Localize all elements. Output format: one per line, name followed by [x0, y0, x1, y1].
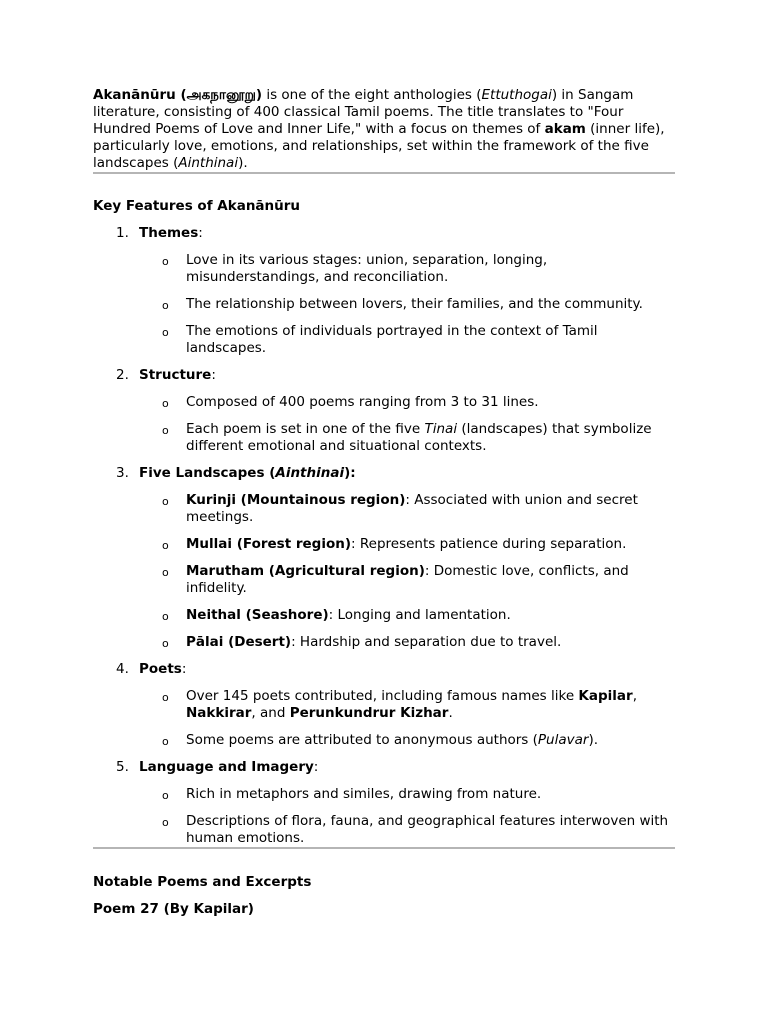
feature-colon: : [211, 367, 216, 383]
list-item-text: The relationship between lovers, their families, and the community. [186, 296, 643, 312]
feature-label-italic: Ainthinai [275, 465, 345, 481]
list-item-text: , [632, 688, 637, 704]
feature-item-themes [93, 225, 675, 357]
feature-number: 1. [116, 225, 129, 241]
bullet-icon: o [162, 610, 169, 623]
feature-sublist [139, 394, 675, 455]
landscape-name: Mullai (Forest region) [186, 536, 352, 552]
intro-paragraph [93, 87, 675, 172]
bullet-icon: o [162, 789, 169, 802]
landscape-name: Marutham (Agricultural region) [186, 563, 425, 579]
list-item [139, 421, 675, 455]
feature-label [139, 465, 356, 481]
list-item [139, 296, 675, 313]
bullet-icon: o [162, 299, 169, 312]
poet-name: Kapilar [578, 688, 633, 704]
feature-number: 2. [116, 367, 129, 383]
feature-colon: : [313, 759, 319, 775]
bullet-icon: o [162, 397, 169, 410]
feature-heading [139, 225, 675, 242]
list-item [139, 786, 675, 803]
list-item-text: Composed of 400 poems ranging from 3 to 31 lines. [186, 394, 539, 410]
feature-sublist [139, 252, 675, 357]
horizontal-rule [93, 847, 675, 849]
bullet-icon: o [162, 566, 169, 579]
list-item-text: (landscapes) that symbolize different emotional and situational contexts. [186, 421, 652, 454]
feature-item-poets [93, 661, 675, 749]
feature-sublist [139, 688, 675, 749]
list-item-text: : Associated with union and secret meetings. [186, 492, 638, 525]
pulavar-term: Pulavar [537, 732, 589, 748]
poem-heading: Poem 27 (By Kapilar) [93, 901, 254, 917]
list-item [139, 732, 675, 749]
bullet-icon: o [162, 255, 169, 268]
feature-colon: : [198, 225, 203, 241]
list-item-text: : Domestic love, conflicts, and infidelity. [186, 563, 629, 596]
list-item-text: Love in its various stages: union, separation, longing, misunderstandings, and reconciliation. [186, 252, 548, 285]
feature-heading [139, 661, 675, 678]
intro-title: Akanānūru (அகநானூறு) [93, 87, 263, 103]
list-item [139, 607, 675, 624]
list-item-text: : Hardship and separation due to travel. [291, 634, 562, 650]
key-features-heading: Key Features of Akanānūru [93, 198, 301, 214]
list-item [139, 813, 675, 847]
document-content [93, 87, 675, 918]
bullet-icon: o [162, 735, 169, 748]
list-item-text: Over 145 poets contributed, including famous names like [186, 688, 579, 704]
feature-heading [139, 759, 675, 776]
feature-label-b: ): [344, 465, 356, 481]
bullet-icon: o [162, 816, 169, 829]
list-item-text: Some poems are attributed to anonymous authors ( [186, 732, 538, 748]
poet-name: Nakkirar [186, 705, 252, 721]
list-item [139, 252, 675, 286]
feature-colon: : [181, 661, 187, 677]
list-item-text: Rich in metaphors and similes, drawing from nature. [186, 786, 542, 802]
list-item-text: Each poem is set in one of the five [186, 421, 425, 437]
bullet-icon: o [162, 539, 169, 552]
horizontal-rule [93, 172, 675, 174]
feature-label: Structure [139, 367, 212, 383]
bullet-icon: o [162, 691, 169, 704]
feature-label: Themes [139, 225, 199, 241]
bullet-icon: o [162, 424, 169, 437]
list-item [139, 536, 675, 553]
feature-item-landscapes [93, 465, 675, 651]
intro-text-3: (inner life), particularly love, emotions, and relationships, set within the framework of the five landscapes ( [93, 121, 665, 171]
feature-number: 5. [116, 759, 129, 775]
landscape-name: Kurinji (Mountainous region) [186, 492, 406, 508]
list-item-text: , and [251, 705, 290, 721]
intro-ettuthogai: Ettuthogai [481, 87, 552, 103]
list-item-text: : Longing and lamentation. [328, 607, 511, 623]
list-item [139, 323, 675, 357]
bullet-icon: o [162, 326, 169, 339]
feature-heading [139, 465, 675, 482]
notable-poems-heading: Notable Poems and Excerpts [93, 874, 312, 890]
landscape-name: Neithal (Seashore) [186, 607, 329, 623]
intro-text-1: is one of the eight anthologies ( [262, 87, 482, 103]
feature-label-a: Five Landscapes ( [139, 465, 276, 481]
list-item-text: Descriptions of flora, fauna, and geographical features interwoven with human emotions. [186, 813, 669, 846]
intro-ainthinai: Ainthinai [178, 155, 239, 171]
list-item [139, 634, 675, 651]
key-features-list [93, 225, 675, 847]
tinai-term: Tinai [424, 421, 458, 437]
list-item [139, 492, 675, 526]
feature-label: Language and Imagery [139, 759, 314, 775]
feature-sublist [139, 786, 675, 847]
list-item [139, 688, 675, 722]
list-item-text: The emotions of individuals portrayed in the context of Tamil landscapes. [186, 323, 598, 356]
feature-label: Poets [139, 661, 182, 677]
feature-heading [139, 367, 675, 384]
poet-name: Perunkundrur Kizhar [289, 705, 449, 721]
feature-number: 3. [116, 465, 129, 481]
feature-sublist [139, 492, 675, 651]
landscape-name: Pālai (Desert) [186, 634, 292, 650]
intro-text-2: ) in Sangam literature, consisting of 400 classical Tamil poems. The title translates to "Four Hundred Poems of Love and Inner Life," with a focus on themes of [93, 87, 634, 137]
list-item-text: : Represents patience during separation. [351, 536, 627, 552]
feature-item-structure [93, 367, 675, 455]
list-item [139, 563, 675, 597]
feature-number: 4. [116, 661, 129, 677]
list-item-text: . [448, 705, 453, 721]
bullet-icon: o [162, 637, 169, 650]
bullet-icon: o [162, 495, 169, 508]
feature-item-language [93, 759, 675, 847]
list-item-text: ). [588, 732, 599, 748]
intro-akam: akam [544, 121, 586, 137]
list-item [139, 394, 675, 411]
intro-text-4: ). [238, 155, 248, 171]
